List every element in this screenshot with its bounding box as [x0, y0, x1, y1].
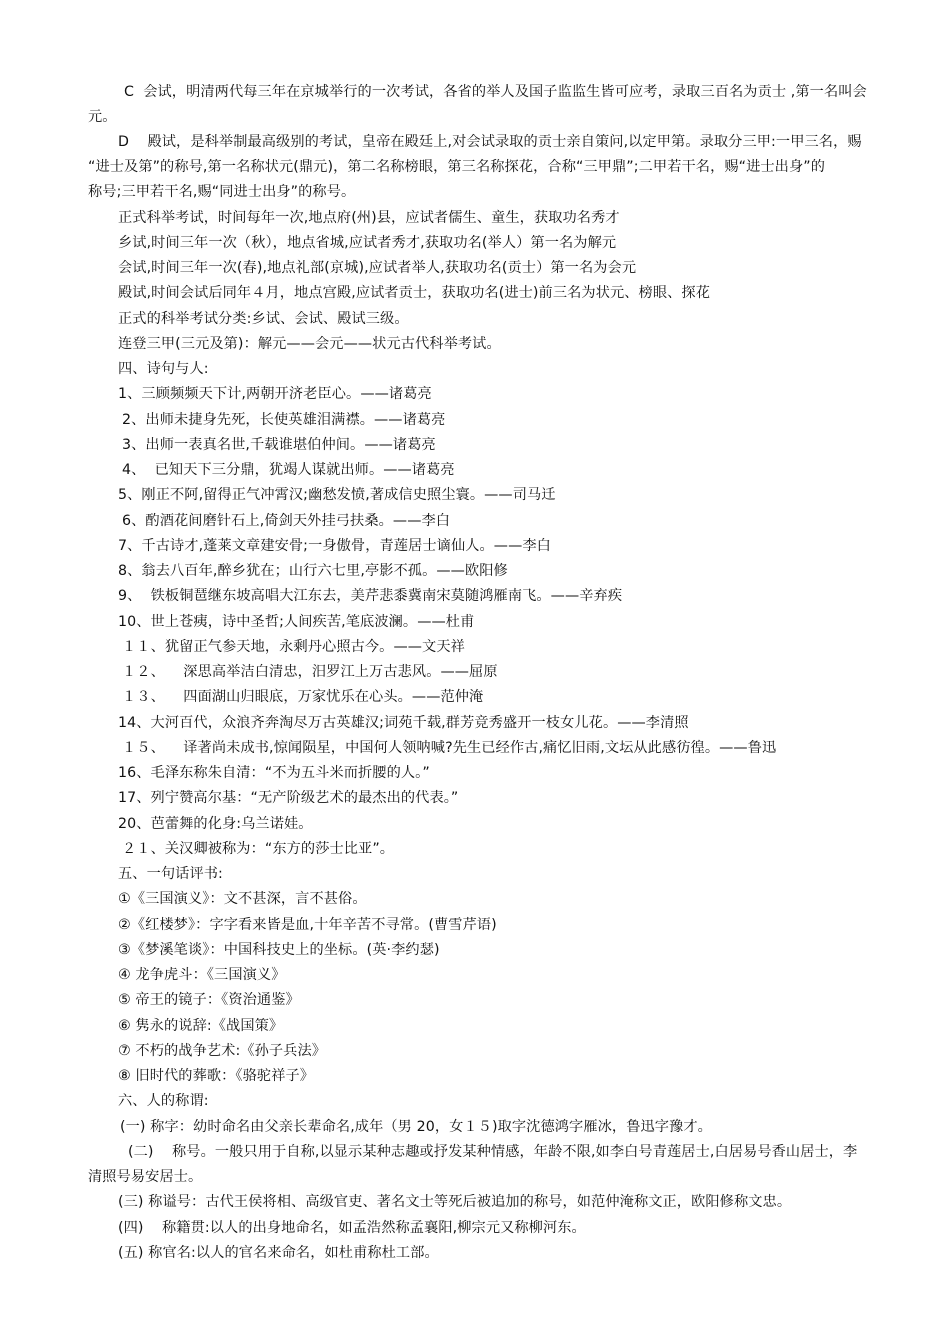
list-item: 9、 铁板铜琶继东坡高唱大江东去，美芹悲黍冀南宋莫随鸿雁南飞。——辛弃疾 — [118, 588, 623, 604]
text-line: D 殿试，是科举制最高级别的考试，皇帝在殿廷上,对会试录取的贡士亲自策问,以定甲第。录取分三甲:一甲三名，赐 — [118, 134, 862, 150]
list-item: 17、列宁赞高尔基：“无产阶级艺术的最杰出的代表。” — [118, 790, 459, 806]
text-line: 殿试,时间会试后同年４月，地点宫殿,应试者贡士，获取功名(进士)前三名为状元、榜眼、探花 — [118, 285, 710, 301]
section-heading: 五、一句话评书: — [118, 866, 223, 882]
list-item: 20、芭蕾舞的化身:乌兰诺娃。 — [118, 816, 313, 832]
list-item: (五) 称官名:以人的官名来命名，如杜甫称杜工部。 — [118, 1245, 439, 1261]
list-item: (四) 称籍贯:以人的出身地命名，如孟浩然称孟襄阳,柳宗元又称柳河东。 — [118, 1220, 586, 1236]
text-line: 清照号易安居士。 — [88, 1169, 203, 1185]
text-line: “进士及第”的称号,第一名称状元(鼎元)，第二名称榜眼，第三名称探花，合称“三甲鼎”;二甲若干名，赐“进士出身”的 — [88, 159, 825, 175]
list-item: 10、世上苍痍，诗中圣哲;人间疾苦,笔底波澜。——杜甫 — [118, 614, 475, 630]
text-line: 乡试,时间三年一次（秋），地点省城,应试者秀才,获取功名(举人）第一名为解元 — [118, 235, 617, 251]
text-line: 连登三甲(三元及第)：解元——会元——状元古代科举考试。 — [118, 336, 501, 352]
list-item: ②《红楼梦》：字字看来皆是血,十年辛苦不寻常。(曹雪芹语) — [118, 917, 497, 933]
list-item: 1、三顾频频天下计,两朝开济老臣心。——诸葛亮 — [118, 386, 432, 402]
text-line: 正式的科举考试分类:乡试、会试、殿试三级。 — [118, 311, 409, 327]
list-item: 5、刚正不阿,留得正气冲霄汉;幽愁发愤,著成信史照尘寰。——司马迁 — [118, 487, 556, 503]
list-item: ⑦ 不朽的战争艺术:《孙子兵法》 — [118, 1043, 327, 1059]
list-item: (三) 称谥号：古代王侯将相、高级官吏、著名文士等死后被追加的称号，如范仲淹称文正，欧阳修称文忠。 — [118, 1194, 792, 1210]
list-item: １５、 译著尚未成书,惊闻陨星，中国何人领呐喊?先生已经作古,痛忆旧雨,文坛从此感彷徨。——鲁迅 — [122, 740, 777, 756]
list-item: ⑥ 隽永的说辞:《战国策》 — [118, 1018, 284, 1034]
list-item: 14、大河百代，众浪齐奔淘尽万古英雄汉;词苑千载,群芳竞秀盛开一枝女儿花。——李清照 — [118, 715, 689, 731]
list-item: ④ 龙争虎斗：《三国演义》 — [118, 967, 286, 983]
list-item: 16、毛泽东称朱自清：“不为五斗米而折腰的人。” — [118, 765, 430, 781]
list-item: １３、 四面湖山归眼底，万家忧乐在心头。——范仲淹 — [122, 689, 484, 705]
list-item: (一) 称字：幼时命名由父亲长辈命名,成年（男 20，女１５)取字沈德鸿字雁冰，鲁迅字豫才。 — [120, 1119, 712, 1135]
section-heading: 四、诗句与人: — [118, 361, 209, 377]
list-item: (二) 称号。一般只用于自称,以显示某种志趣或抒发某种情感，年龄不限,如李白号青莲居士,白居易号香山居士，李 — [128, 1144, 858, 1160]
list-item: １１、犹留正气参天地，永剩丹心照古今。——文天祥 — [122, 639, 465, 655]
list-item: ①《三国演义》：文不甚深，言不甚俗。 — [118, 891, 367, 907]
text-line: 会试,时间三年一次(春),地点礼部(京城),应试者举人,获取功名(贡士）第一名为会元 — [118, 260, 637, 276]
list-item: 3、出师一表真名世,千载谁堪伯仲间。——诸葛亮 — [122, 437, 436, 453]
list-item: 2、出师未捷身先死，长使英雄泪满襟。——诸葛亮 — [122, 412, 446, 428]
list-item: ２１、关汉卿被称为：“东方的莎士比亚”。 — [122, 841, 395, 857]
text-line: 元。 — [88, 109, 117, 125]
list-item: 6、酌酒花间磨针石上,倚剑天外挂弓扶桑。——李白 — [122, 513, 451, 529]
list-item: ⑧ 旧时代的葬歌：《骆驼祥子》 — [118, 1068, 315, 1084]
list-item: ③《梦溪笔谈》：中国科技史上的坐标。(英·李约瑟) — [118, 942, 440, 958]
list-item: 8、翁去八百年,醉乡犹在；山行六七里,亭影不孤。——欧阳修 — [118, 563, 508, 579]
text-line: 称号;三甲若干名,赐“同进士出身”的称号。 — [88, 184, 356, 200]
list-item: ⑤ 帝王的镜子：《资治通鉴》 — [118, 992, 300, 1008]
text-line: C 会试，明清两代每三年在京城举行的一次考试，各省的举人及国子监监生皆可应考，录取三百名为贡士 ,第一名叫会 — [124, 84, 867, 100]
section-heading: 六、人的称谓: — [118, 1093, 209, 1109]
list-item: 7、千古诗才,蓬莱文章建安骨;一身傲骨，青莲居士谪仙人。——李白 — [118, 538, 551, 554]
list-item: １２、 深思高举洁白清忠，汨罗江上万古悲风。——屈原 — [122, 664, 498, 680]
text-line: 正式科举考试，时间每年一次,地点府(州)县，应试者儒生、童生，获取功名秀才 — [118, 210, 620, 226]
list-item: 4、 已知天下三分鼎，犹竭人谋就出师。——诸葛亮 — [122, 462, 455, 478]
